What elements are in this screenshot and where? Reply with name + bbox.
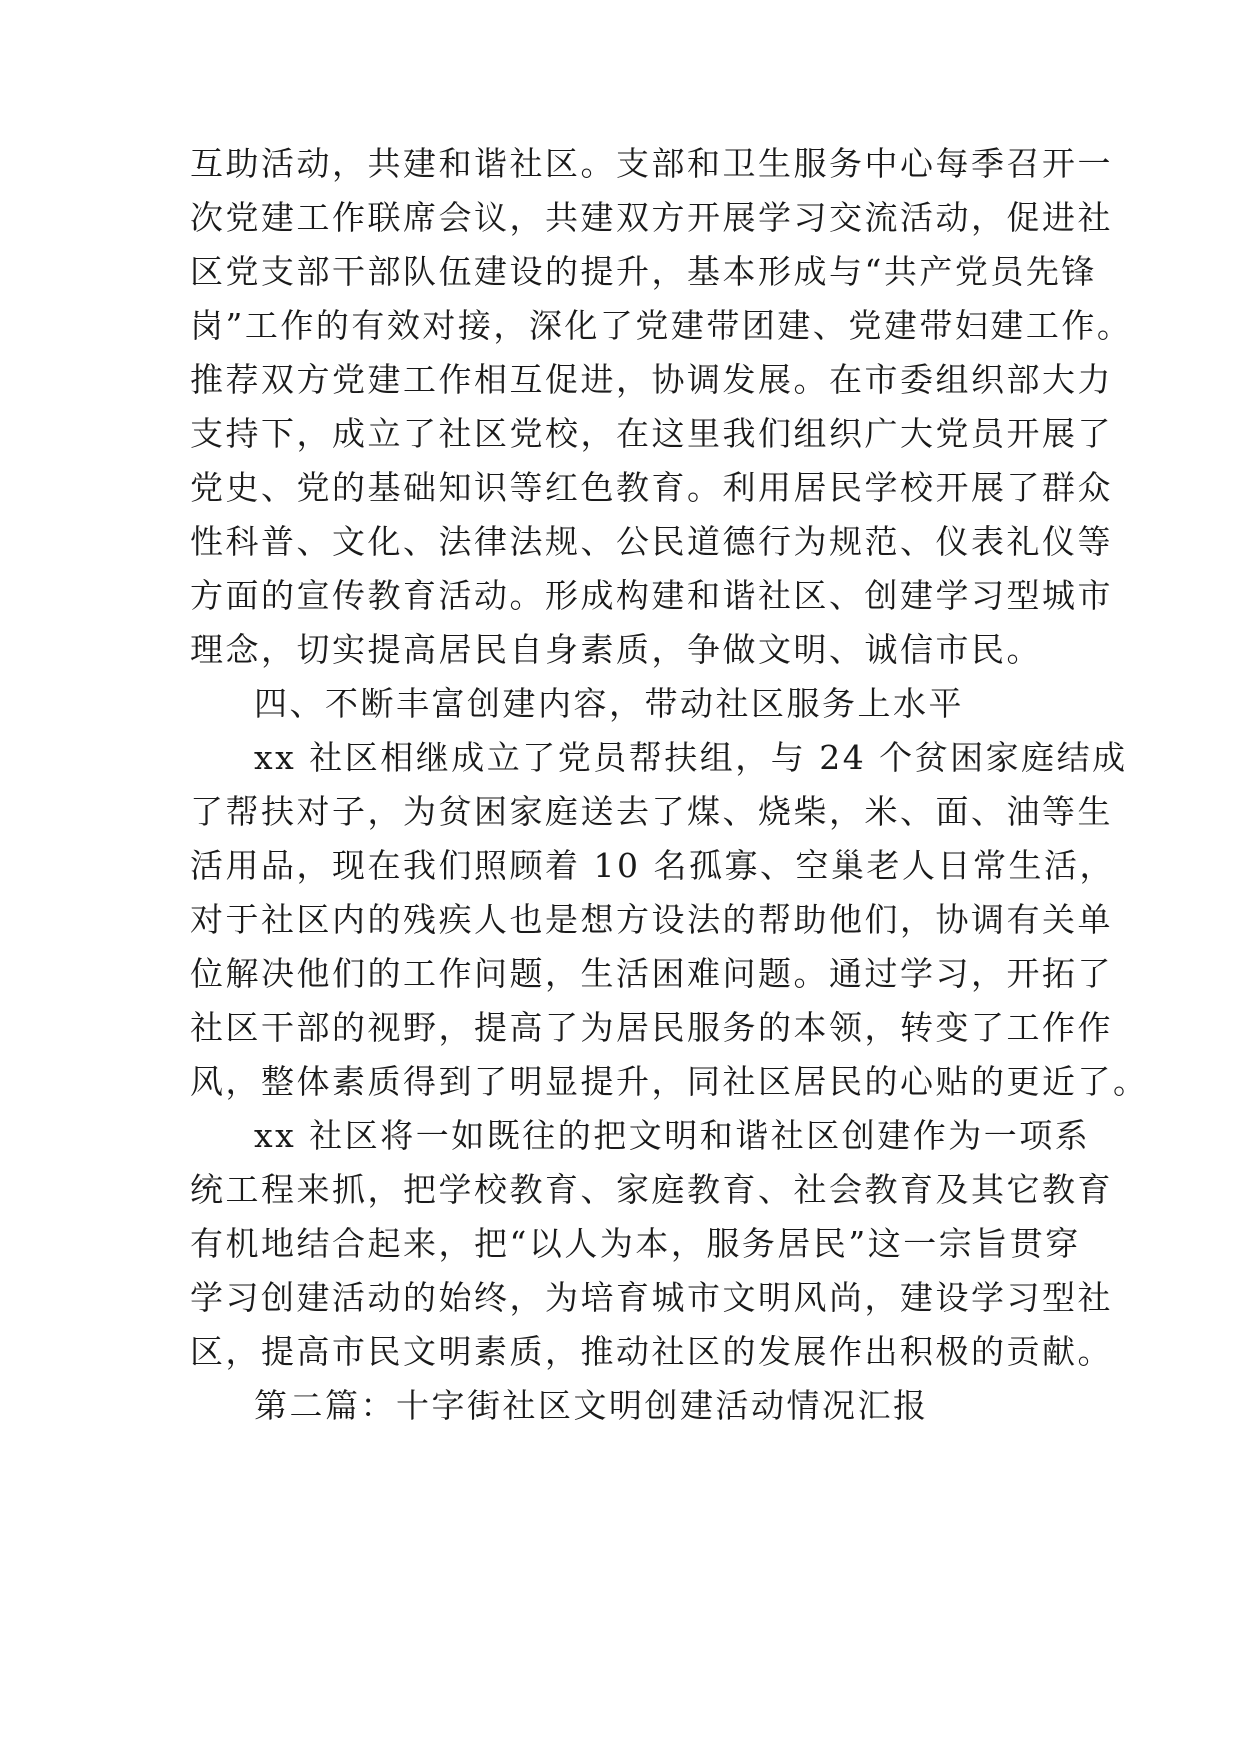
- text-line: 互助活动，共建和谐社区。支部和卫生服务中心每季召开一: [190, 144, 1113, 183]
- chapter-heading: 第二篇：十字街社区文明创建活动情况汇报: [254, 1386, 929, 1425]
- text-line: 党史、党的基础知识等红色教育。利用居民学校开展了群众: [190, 468, 1113, 507]
- text-line: 社区干部的视野，提高了为居民服务的本领，转变了工作作: [190, 1008, 1113, 1047]
- text-line: 对于社区内的残疾人也是想方设法的帮助他们，协调有关单: [190, 900, 1113, 939]
- text-line: 了帮扶对子，为贫困家庭送去了煤、烧柴，米、面、油等生: [190, 792, 1113, 831]
- text-line: 学习创建活动的始终，为培育城市文明风尚，建设学习型社: [190, 1278, 1113, 1317]
- text-line: 统工程来抓，把学校教育、家庭教育、社会教育及其它教育: [190, 1170, 1113, 1209]
- text-line: 区，提高市民文明素质，推动社区的发展作出积极的贡献。: [190, 1332, 1113, 1371]
- text-line: 次党建工作联席会议，共建双方开展学习交流活动，促进社: [190, 198, 1113, 237]
- text-line: 风，整体素质得到了明显提升，同社区居民的心贴的更近了。: [190, 1062, 1149, 1101]
- paragraph-first-line: xx 社区相继成立了党员帮扶组，与 24 个贫困家庭结成: [254, 738, 1128, 777]
- text-line: 性科普、文化、法律法规、公民道德行为规范、仪表礼仪等: [190, 522, 1113, 561]
- text-line: 推荐双方党建工作相互促进，协调发展。在市委组织部大力: [190, 360, 1113, 399]
- text-line: 区党支部干部队伍建设的提升，基本形成与“共产党员先锋: [190, 252, 1097, 291]
- paragraph-first-line: xx 社区将一如既往的把文明和谐社区创建作为一项系: [254, 1116, 1091, 1155]
- text-line: 方面的宣传教育活动。形成构建和谐社区、创建学习型城市: [190, 576, 1113, 615]
- text-line: 活用品，现在我们照顾着 10 名孤寡、空巢老人日常生活，: [190, 846, 1115, 885]
- text-line: 支持下，成立了社区党校，在这里我们组织广大党员开展了: [190, 414, 1113, 453]
- text-line: 有机地结合起来，把“以人为本，服务居民”这一宗旨贯穿: [190, 1224, 1081, 1263]
- text-line: 位解决他们的工作问题，生活困难问题。通过学习，开拓了: [190, 954, 1113, 993]
- text-line: 岗”工作的有效对接，深化了党建带团建、党建带妇建工作。: [190, 306, 1133, 345]
- section-heading: 四、不断丰富创建内容，带动社区服务上水平: [254, 684, 964, 723]
- text-line: 理念，切实提高居民自身素质，争做文明、诚信市民。: [190, 630, 1042, 669]
